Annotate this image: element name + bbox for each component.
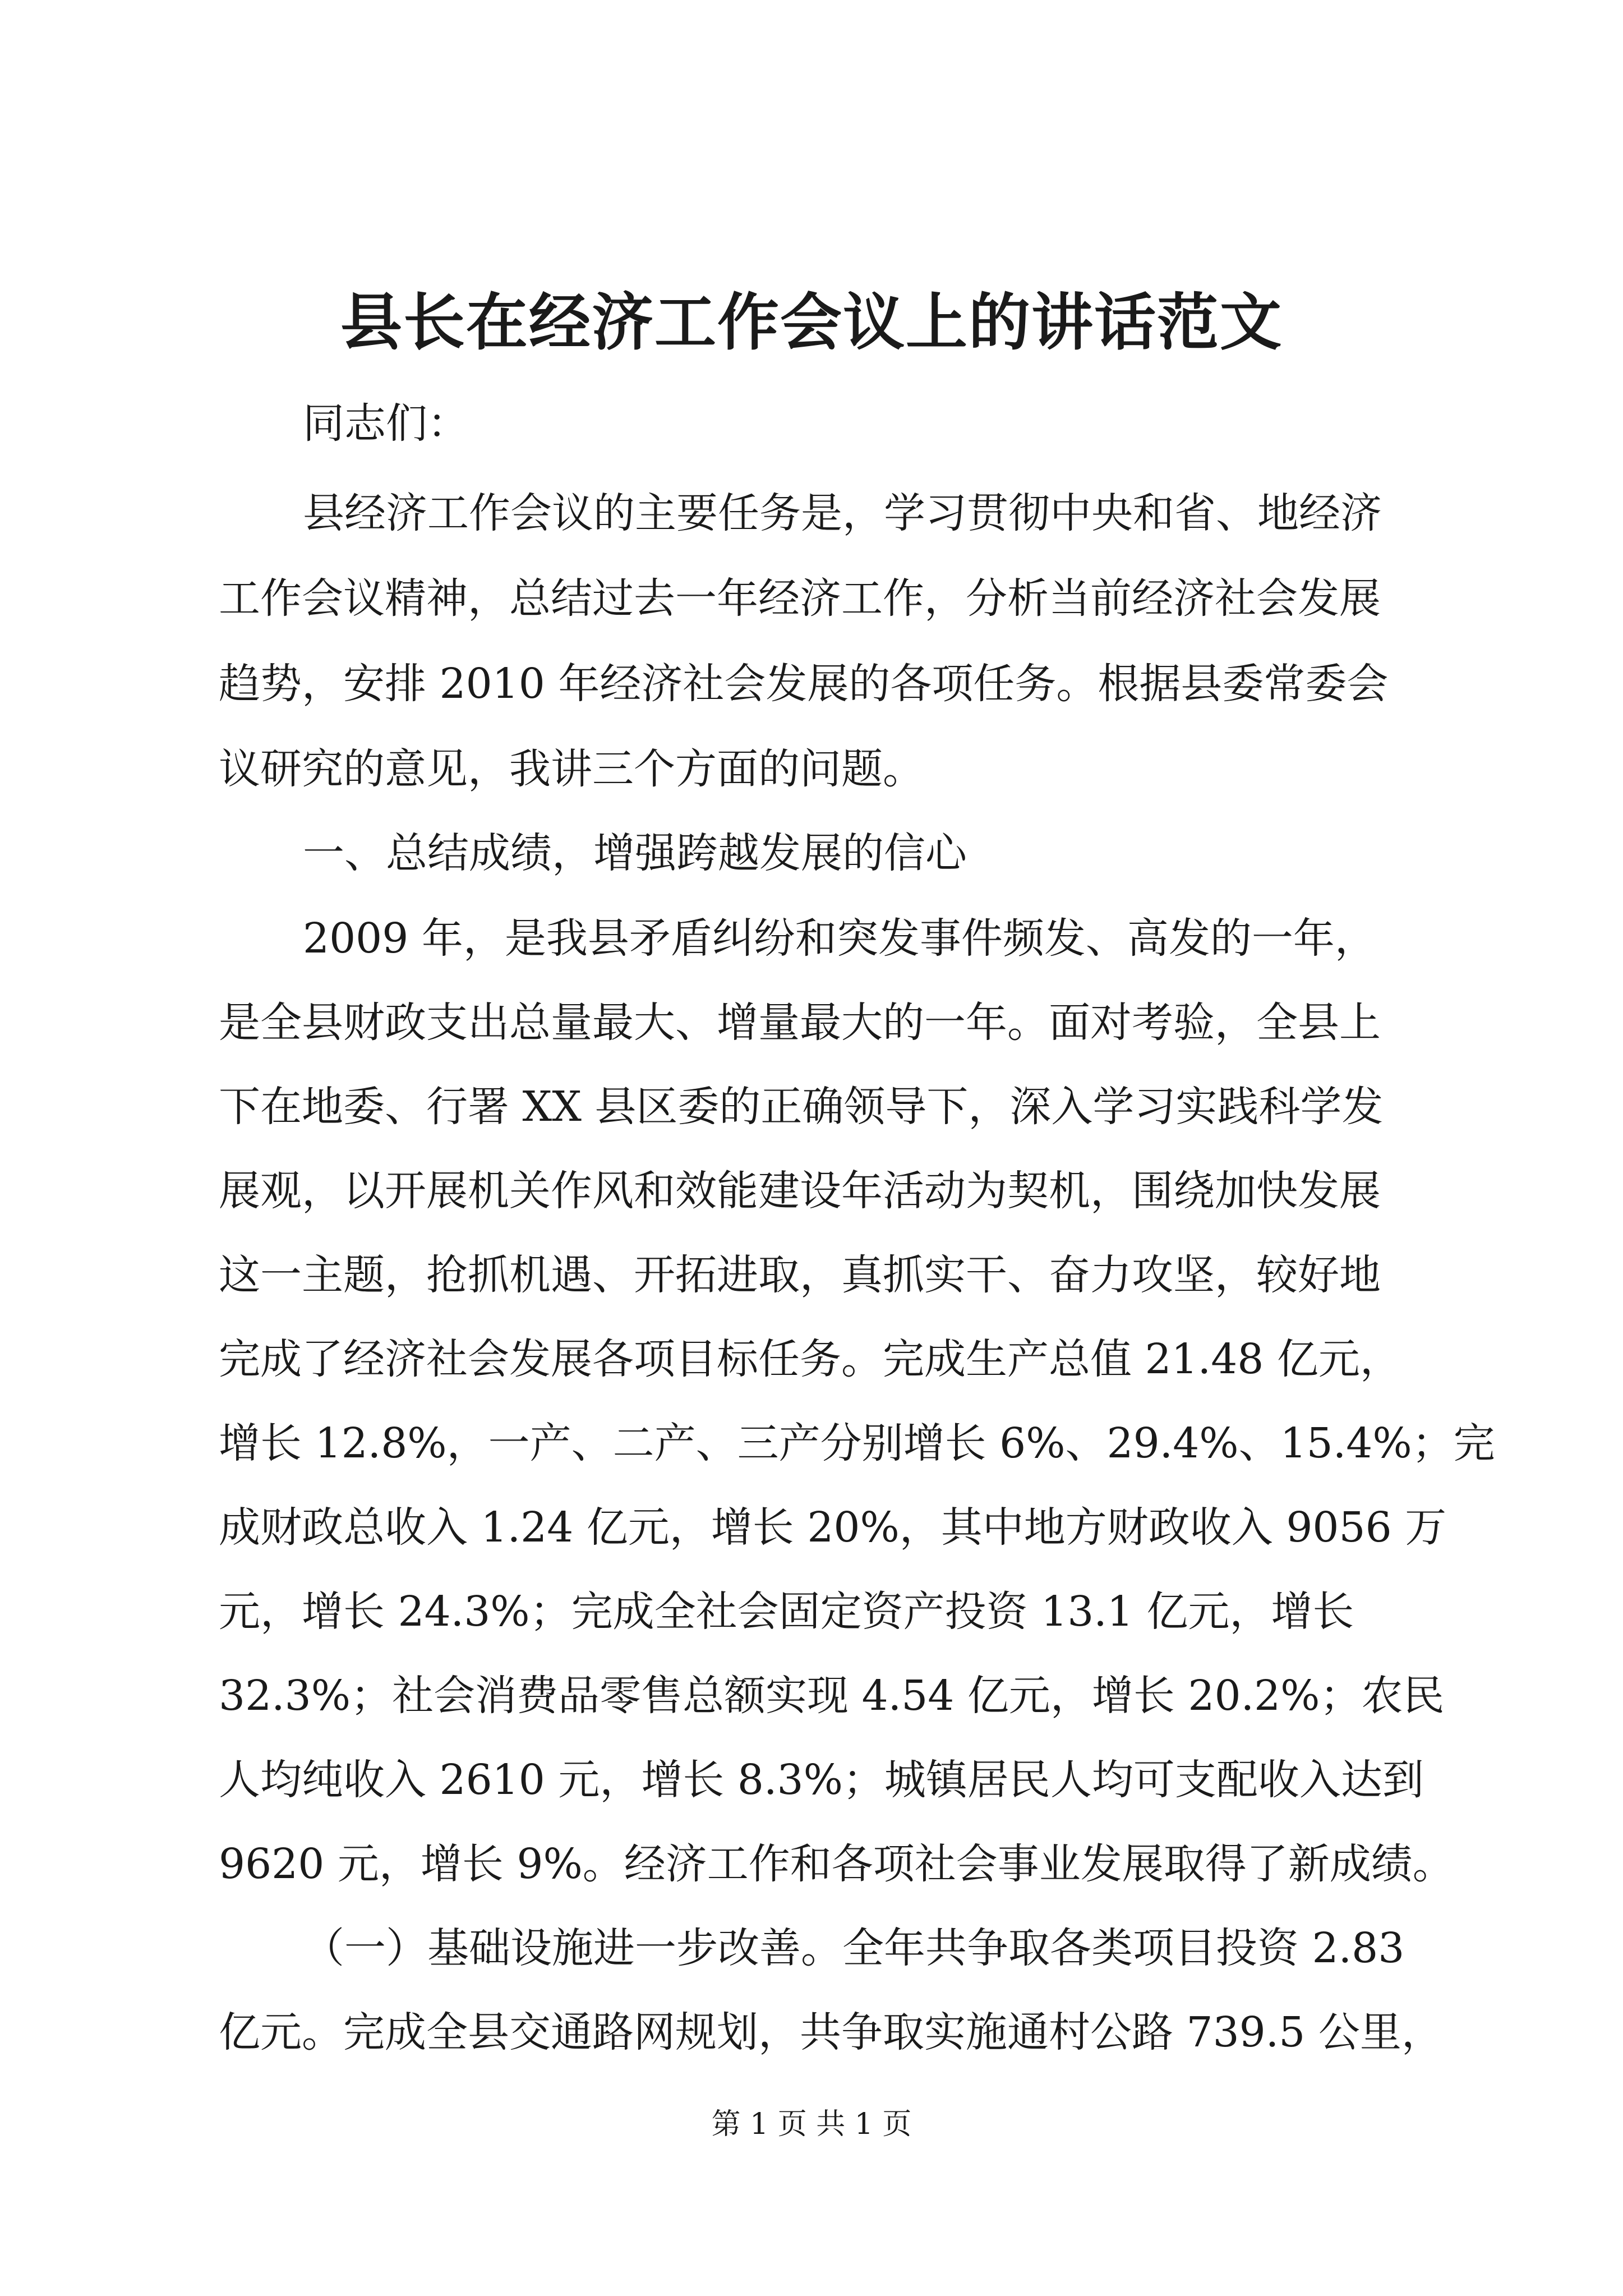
paragraph-line-2: 工作会议精神，总结过去一年经济工作，分析当前经济社会发展 xyxy=(219,574,1381,623)
paragraph-line-4: 议研究的意见，我讲三个方面的问题。 xyxy=(219,745,924,793)
paragraph-line-14: 32.3%；社会消费品零售总额实现 4.54 亿元，增长 20.2%；农民 xyxy=(219,1672,1445,1720)
paragraph-line-6: 是全县财政支出总量最大、增量最大的一年。面对考验，全县上 xyxy=(219,999,1381,1047)
paragraph-line-7: 下在地委、行署 XX 县区委的正确领导下，深入学习实践科学发 xyxy=(219,1083,1384,1131)
paragraph-line-17: （一）基础设施进一步改善。全年共争取各类项目投资 2.83 xyxy=(303,1924,1405,1972)
paragraph-line-9: 这一主题，抢抓机遇、开拓进取，真抓实干、奋力攻坚，较好地 xyxy=(219,1251,1381,1299)
section-heading-1: 一、总结成绩，增强跨越发展的信心 xyxy=(303,829,967,877)
paragraph-line-3: 趋势，安排 2010 年经济社会发展的各项任务。根据县委常委会 xyxy=(219,660,1389,708)
paragraph-line-13: 元，增长 24.3%；完成全社会固定资产投资 13.1 亿元，增长 xyxy=(219,1588,1354,1636)
paragraph-line-5: 2009 年，是我县矛盾纠纷和突发事件频发、高发的一年， xyxy=(303,914,1376,963)
salutation: 同志们： xyxy=(303,399,469,448)
paragraph-line-15: 人均纯收入 2610 元，增长 8.3%；城镇居民人均可支配收入达到 xyxy=(219,1756,1424,1804)
paragraph-line-12: 成财政总收入 1.24 亿元，增长 20%，其中地方财政收入 9056 万 xyxy=(219,1503,1447,1552)
document-title: 县长在经济工作会议上的讲话范文 xyxy=(340,286,1283,358)
paragraph-line-11: 增长 12.8%，一产、二产、三产分别增长 6%、29.4%、15.4%；完 xyxy=(219,1419,1495,1467)
paragraph-line-16: 9620 元，增长 9%。经济工作和各项社会事业发展取得了新成绩。 xyxy=(219,1840,1454,1888)
paragraph-line-18: 亿元。完成全县交通路网规划，共争取实施通村公路 739.5 公里， xyxy=(219,2008,1443,2056)
page-footer: 第 1 页 共 1 页 xyxy=(711,2108,912,2141)
paragraph-line-8: 展观，以开展机关作风和效能建设年活动为契机，围绕加快发展 xyxy=(219,1167,1381,1215)
paragraph-line-1: 县经济工作会议的主要任务是，学习贯彻中央和省、地经济 xyxy=(303,489,1382,537)
paragraph-line-10: 完成了经济社会发展各项目标任务。完成生产总值 21.48 亿元， xyxy=(219,1335,1401,1383)
